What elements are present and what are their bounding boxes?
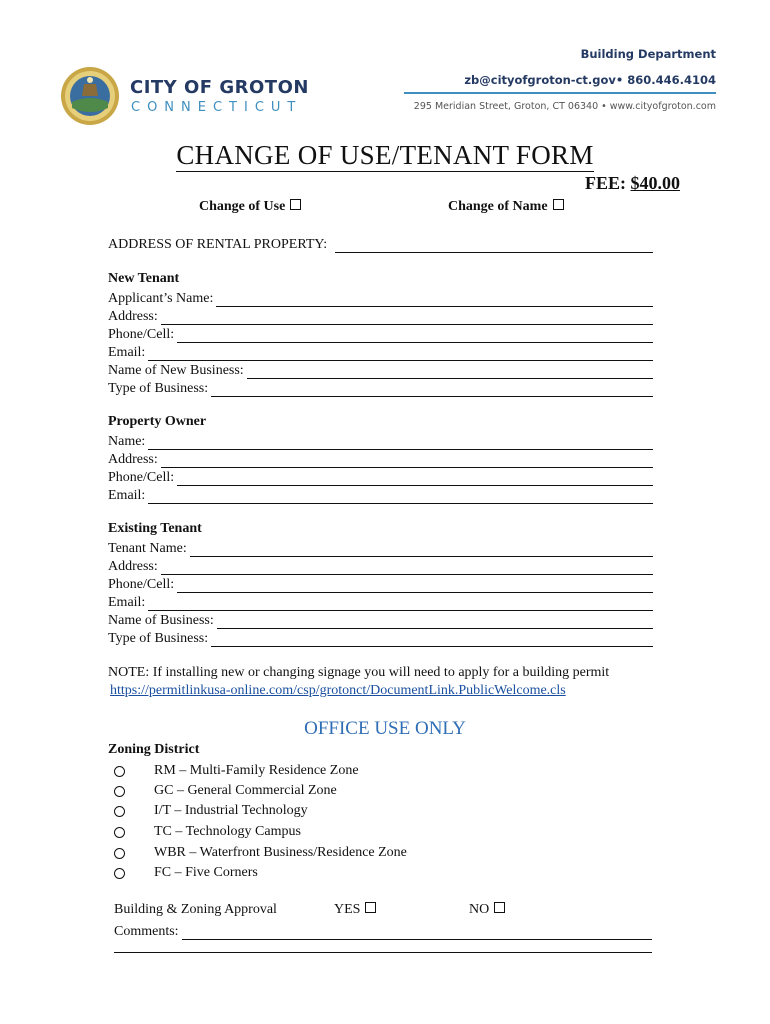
field-label: Name of Business: xyxy=(108,613,214,628)
field-input[interactable] xyxy=(216,293,653,307)
zone-label: I/T – Industrial Technology xyxy=(154,803,308,818)
change-of-name-label: Change of Name xyxy=(448,199,548,214)
zone-label: TC – Technology Campus xyxy=(154,824,301,839)
new-tenant-field-row xyxy=(108,289,653,307)
rental-property-label: ADDRESS OF RENTAL PROPERTY: xyxy=(108,237,328,252)
comments-field[interactable] xyxy=(182,926,652,940)
field-input[interactable] xyxy=(161,561,653,575)
rental-property-field[interactable] xyxy=(335,239,653,253)
fee-label: FEE: xyxy=(584,173,626,193)
property-owner-field-row xyxy=(108,468,653,486)
change-of-name-checkbox[interactable] xyxy=(553,199,564,210)
signage-note: NOTE: If installing new or changing signage you will need to apply for a building permit xyxy=(108,665,610,680)
field-input[interactable] xyxy=(217,615,653,629)
field-label: Phone/Cell: xyxy=(108,327,175,342)
zone-radio[interactable] xyxy=(114,766,125,777)
field-input[interactable] xyxy=(161,311,653,325)
zone-label: RM – Multi-Family Residence Zone xyxy=(154,763,359,778)
new-tenant-heading: New Tenant xyxy=(108,271,180,286)
field-label: Type of Business: xyxy=(108,381,209,396)
permit-link[interactable]: https://permitlinkusa-online.com/csp/grotonct/DocumentLink.PublicWelcome.cls xyxy=(110,683,566,698)
field-input[interactable] xyxy=(161,454,653,468)
field-label: Address: xyxy=(108,559,158,574)
field-input[interactable] xyxy=(148,597,653,611)
zone-option[interactable] xyxy=(114,763,359,779)
existing-tenant-field-row xyxy=(108,611,653,629)
zone-option[interactable] xyxy=(114,783,337,799)
approval-yes-option[interactable] xyxy=(334,902,376,918)
zone-option[interactable] xyxy=(114,865,258,881)
zone-option[interactable] xyxy=(114,824,301,840)
field-label: Phone/Cell: xyxy=(108,577,175,592)
rental-property-row xyxy=(108,235,653,253)
fee-amount: $40.00 xyxy=(630,173,680,193)
new-tenant-field-row xyxy=(108,361,653,379)
change-of-name-option[interactable] xyxy=(448,199,564,215)
field-label: Tenant Name: xyxy=(108,541,187,556)
field-input[interactable] xyxy=(148,436,653,450)
field-label: Phone/Cell: xyxy=(108,470,175,485)
new-tenant-field-row xyxy=(108,379,653,397)
zone-label: GC – General Commercial Zone xyxy=(154,783,337,798)
city-name: CITY OF GROTON xyxy=(130,77,309,98)
field-input[interactable] xyxy=(177,329,653,343)
state-name: CONNECTICUT xyxy=(131,100,303,115)
field-input[interactable] xyxy=(148,347,653,361)
field-label: Email: xyxy=(108,345,146,360)
property-owner-heading: Property Owner xyxy=(108,414,207,429)
department-name: Building Department xyxy=(580,47,716,61)
contact-info: zb@cityofgroton-ct.gov• 860.446.4104 xyxy=(464,73,716,87)
field-input[interactable] xyxy=(190,543,653,557)
existing-tenant-field-row xyxy=(108,593,653,611)
change-of-use-option[interactable] xyxy=(199,199,301,215)
field-input[interactable] xyxy=(211,383,653,397)
change-of-use-label: Change of Use xyxy=(199,199,286,214)
existing-tenant-heading: Existing Tenant xyxy=(108,521,202,536)
field-label: Type of Business: xyxy=(108,631,209,646)
field-label: Email: xyxy=(108,595,146,610)
title-underline xyxy=(176,171,594,172)
existing-tenant-field-row xyxy=(108,539,653,557)
no-label: NO xyxy=(469,902,490,917)
header-divider xyxy=(404,92,716,94)
zone-radio[interactable] xyxy=(114,868,125,879)
office-address: 295 Meridian Street, Groton, CT 06340 • www.cityofgroton.com xyxy=(413,101,716,112)
yes-label: YES xyxy=(334,902,361,917)
existing-tenant-field-row xyxy=(108,629,653,647)
approval-label: Building & Zoning Approval xyxy=(114,902,277,917)
field-label: Email: xyxy=(108,488,146,503)
fee xyxy=(585,173,680,194)
office-use-heading: OFFICE USE ONLY xyxy=(304,718,466,739)
new-tenant-field-row xyxy=(108,325,653,343)
existing-tenant-field-row xyxy=(108,557,653,575)
zone-radio[interactable] xyxy=(114,848,125,859)
field-label: Address: xyxy=(108,452,158,467)
new-tenant-field-row xyxy=(108,307,653,325)
field-input[interactable] xyxy=(247,365,653,379)
zone-radio[interactable] xyxy=(114,806,125,817)
approval-no-option[interactable] xyxy=(469,902,505,918)
field-label: Name of New Business: xyxy=(108,363,244,378)
field-input[interactable] xyxy=(211,633,653,647)
zone-label: FC – Five Corners xyxy=(154,865,258,880)
change-of-use-checkbox[interactable] xyxy=(290,199,301,210)
field-input[interactable] xyxy=(177,579,653,593)
field-label: Applicant’s Name: xyxy=(108,291,214,306)
property-owner-field-row xyxy=(108,486,653,504)
field-input[interactable] xyxy=(177,472,653,486)
zoning-district-heading: Zoning District xyxy=(108,742,200,757)
form-title: CHANGE OF USE/TENANT FORM xyxy=(176,140,594,170)
zone-label: WBR – Waterfront Business/Residence Zone xyxy=(154,845,407,860)
yes-checkbox[interactable] xyxy=(365,902,376,913)
comments-label: Comments: xyxy=(114,924,179,939)
comments-extra-line[interactable] xyxy=(114,952,652,953)
field-input[interactable] xyxy=(148,490,653,504)
city-seal-icon xyxy=(60,66,120,126)
new-tenant-field-row xyxy=(108,343,653,361)
zone-radio[interactable] xyxy=(114,786,125,797)
no-checkbox[interactable] xyxy=(494,902,505,913)
property-owner-field-row xyxy=(108,450,653,468)
field-label: Name: xyxy=(108,434,146,449)
comments-row xyxy=(114,922,652,940)
existing-tenant-field-row xyxy=(108,575,653,593)
field-label: Address: xyxy=(108,309,158,324)
zone-radio[interactable] xyxy=(114,827,125,838)
property-owner-field-row xyxy=(108,432,653,450)
zone-option[interactable] xyxy=(114,803,308,819)
zone-option[interactable] xyxy=(114,845,407,861)
